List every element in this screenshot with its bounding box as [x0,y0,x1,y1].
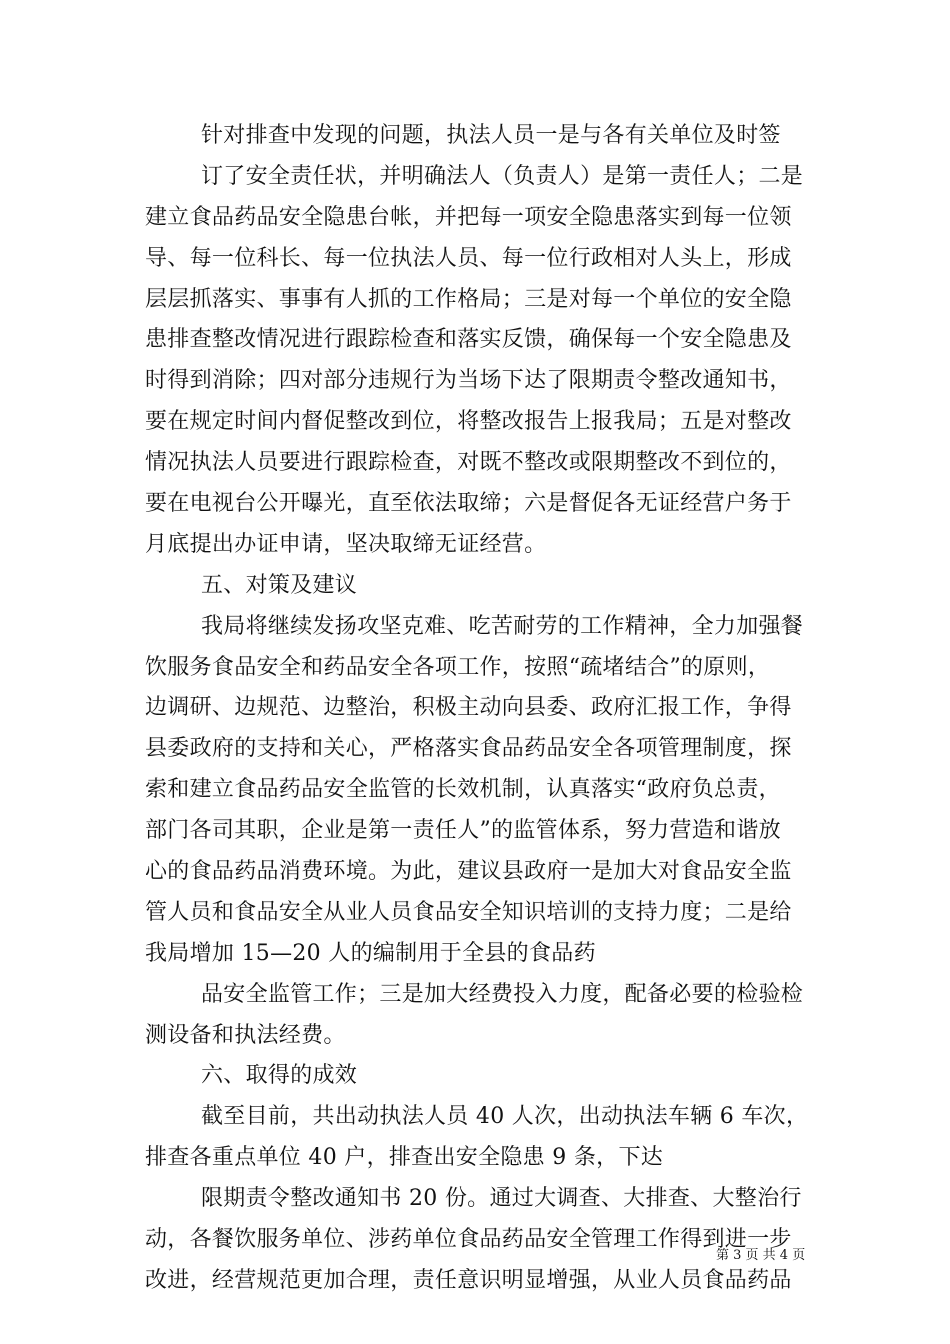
paragraph-line: 改进，经营规范更加合理，责任意识明显增强，从业人员食品药品 [145,1267,792,1293]
paragraph-line: 县委政府的支持和关心，严格落实食品药品安全各项管理制度，探 [145,736,792,762]
paragraph-line: 订了安全责任状，并明确法人（负责人）是第一责任人；二是 [201,163,804,189]
paragraph-line: 测设备和执法经费。 [145,1022,346,1048]
paragraph-line: 建立食品药品安全隐患台帐，并把每一项安全隐患落实到每一位领 [145,204,792,230]
paragraph-line: 我局将继续发扬攻坚克难、吃苦耐劳的工作精神，全力加强餐 [201,613,804,639]
paragraph-line: 截至目前，共出动执法人员 40 人次，出动执法车辆 6 车次， [201,1104,809,1130]
paragraph-line: 导、每一位科长、每一位执法人员、每一位行政相对人头上，形成 [145,245,792,271]
paragraph-line: 排查各重点单位 40 户，排查出安全隐患 9 条，下达 [145,1145,664,1171]
paragraph-line: 针对排查中发现的问题，执法人员一是与各有关单位及时签 [201,123,781,148]
paragraph-line: 情况执法人员要进行跟踪检查，对既不整改或限期整改不到位的， [145,450,792,476]
page-number: 第 3 页 共 4 页 [716,1248,806,1263]
paragraph-line: 品安全监管工作；三是加大经费投入力度，配备必要的检验检 [201,981,804,1007]
paragraph-line: 限期责令整改通知书 20 份。通过大调查、大排查、大整治行 [201,1186,802,1212]
paragraph-line: 心的食品药品消费环境。为此，建议县政府一是加大对食品安全监 [145,859,792,885]
paragraph-line: 边调研、边规范、边整治，积极主动向县委、政府汇报工作，争得 [145,695,792,721]
paragraph-line: 我局增加 15—20 人的编制用于全县的食品药 [145,940,596,966]
paragraph-line: 管人员和食品安全从业人员食品安全知识培训的支持力度；二是给 [145,899,792,925]
paragraph-line: 部门各司其职，企业是第一责任人”的监管体系，努力营造和谐放 [145,818,781,844]
paragraph-line: 饮服务食品安全和药品安全各项工作，按照“疏堵结合”的原则， [145,654,771,680]
section-heading: 五、对策及建议 [201,572,358,598]
paragraph-line: 索和建立食品药品安全监管的长效机制，认真落实“政府负总责， [145,777,781,803]
section-heading: 六、取得的成效 [201,1063,358,1089]
paragraph-line: 层层抓落实、事事有人抓的工作格局；三是对每一个单位的安全隐 [145,286,792,312]
document-body [145,116,810,1302]
paragraph-line: 月底提出办证申请，坚决取缔无证经营。 [145,531,547,557]
paragraph-line: 要在规定时间内督促整改到位，将整改报告上报我局；五是对整改 [145,409,792,435]
paragraph-line: 时得到消除；四对部分违规行为当场下达了限期责令整改通知书， [145,368,792,394]
paragraph-line: 患排查整改情况进行跟踪检查和落实反馈，确保每一个安全隐患及 [145,327,792,353]
paragraph-line: 要在电视台公开曝光，直至依法取缔；六是督促各无证经营户务于 [145,491,792,517]
paragraph-line: 动，各餐饮服务单位、涉药单位食品药品安全管理工作得到进一步 [145,1227,792,1253]
